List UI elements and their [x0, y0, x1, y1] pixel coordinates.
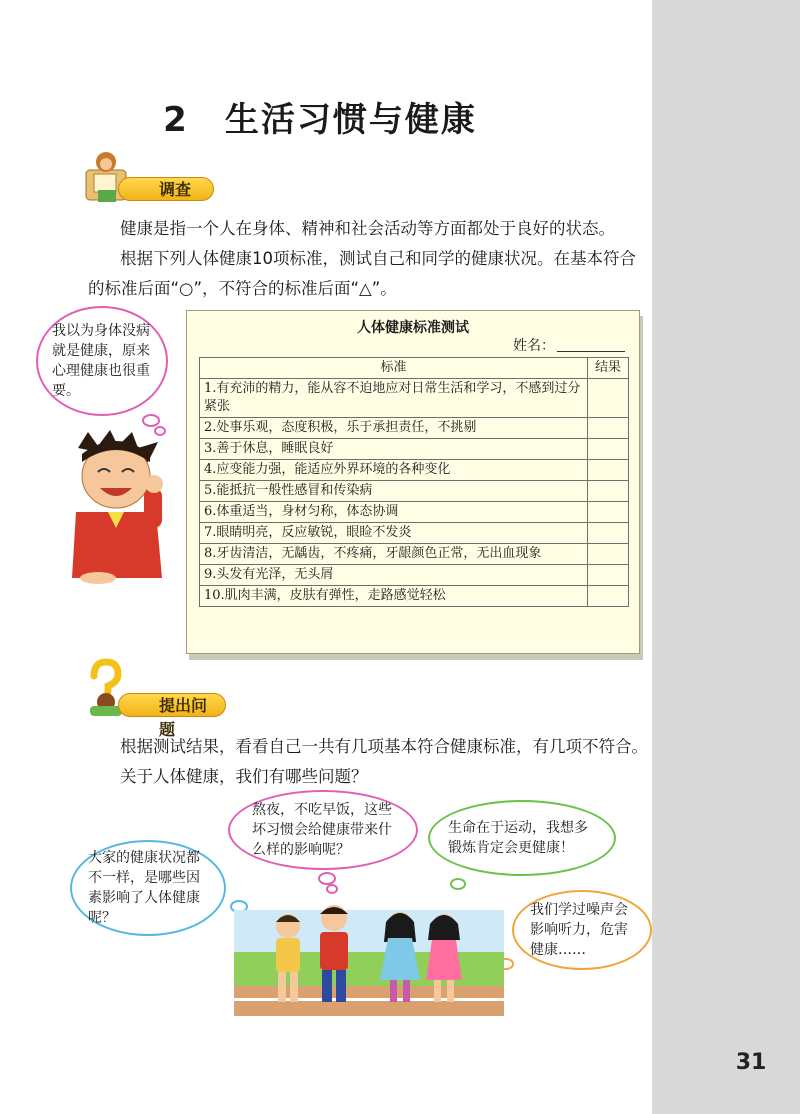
children-illustration — [234, 882, 504, 1016]
result-cell[interactable] — [588, 418, 629, 439]
result-cell[interactable] — [588, 502, 629, 523]
result-cell[interactable] — [588, 460, 629, 481]
speech-bubble-left: 我以为身体没病就是健康，原来心理健康也很重要。 — [36, 306, 168, 416]
result-cell[interactable] — [588, 379, 629, 418]
table-row — [200, 439, 629, 460]
standard-cell: 10.肌肉丰满，皮肤有弹性，走路感觉轻松 — [200, 586, 588, 607]
speech-bubble-factors: 大家的健康状况都不一样，是哪些因素影响了人体健康呢？ — [70, 840, 226, 936]
name-label: 姓名： — [513, 338, 555, 354]
page-title: 2 生活习惯与健康 — [163, 100, 477, 140]
boy-character — [58, 428, 178, 588]
standard-cell: 4.应变能力强，能适应外界环境的各种变化 — [200, 460, 588, 481]
survey-paragraph-2: 根据下列人体健康10项标准，测试自己和同学的健康状况。在基本符合的标准后面“○”，不符合的标准后面“△”。 — [88, 249, 636, 298]
result-cell[interactable] — [588, 439, 629, 460]
survey-paragraphs — [88, 214, 648, 304]
table-row — [200, 586, 629, 607]
table-row — [200, 379, 629, 418]
standard-cell: 1.有充沛的精力，能从容不迫地应对日常生活和学习，不感到过分紧张 — [200, 379, 588, 418]
section-tag-question — [118, 693, 226, 739]
standard-cell: 2.处事乐观，态度积极，乐于承担责任，不挑剔 — [200, 418, 588, 439]
result-cell[interactable] — [588, 586, 629, 607]
standard-cell: 8.牙齿清洁，无龋齿，不疼痛，牙龈颜色正常，无出血现象 — [200, 544, 588, 565]
standard-cell: 9.头发有光泽，无头屑 — [200, 565, 588, 586]
header-standard: 标准 — [200, 358, 588, 379]
bubble-tail-dot — [142, 414, 160, 427]
table-row — [200, 544, 629, 565]
table-row — [200, 565, 629, 586]
question-paragraph-2: 关于人体健康，我们有哪些问题？ — [120, 767, 368, 786]
table-row — [200, 418, 629, 439]
table-row — [200, 481, 629, 502]
card-title: 人体健康标准测试 — [357, 320, 469, 336]
speech-bubble-noise: 我们学过噪声会影响听力，危害健康…… — [512, 890, 652, 970]
survey-label: 调查 — [159, 180, 192, 199]
table-header-row — [200, 358, 629, 379]
health-standard-table — [199, 357, 629, 607]
standard-cell: 5.能抵抗一般性感冒和传染病 — [200, 481, 588, 502]
standard-cell: 7.眼睛明亮，反应敏锐，眼睑不发炎 — [200, 523, 588, 544]
header-result: 结果 — [588, 358, 629, 379]
table-row — [200, 502, 629, 523]
survey-paragraph-1: 健康是指一个人在身体、精神和社会活动等方面都处于良好的状态。 — [120, 219, 615, 238]
result-cell[interactable] — [588, 523, 629, 544]
result-cell[interactable] — [588, 565, 629, 586]
result-cell[interactable] — [588, 481, 629, 502]
speech-bubble-staying-up: 熬夜，不吃早饭，这些坏习惯会给健康带来什么样的影响呢？ — [228, 790, 418, 870]
question-label: 提出问题 — [159, 696, 208, 739]
question-paragraphs — [88, 732, 648, 792]
table-row — [200, 460, 629, 481]
question-paragraph-1: 根据测试结果，看看自己一共有几项基本符合健康标准，有几项不符合。 — [120, 737, 648, 756]
standard-cell: 6.体重适当，身材匀称，体态协调 — [200, 502, 588, 523]
speech-bubble-exercise: 生命在于运动，我想多锻炼肯定会更健康！ — [428, 800, 616, 876]
health-standard-card — [186, 310, 640, 654]
table-row — [200, 523, 629, 544]
result-cell[interactable] — [588, 544, 629, 565]
section-tag-survey — [118, 177, 214, 201]
page-margin-band — [652, 0, 800, 1114]
standard-cell: 3.善于休息，睡眠良好 — [200, 439, 588, 460]
name-blank — [557, 351, 625, 352]
page-number: 31 — [735, 1050, 767, 1075]
